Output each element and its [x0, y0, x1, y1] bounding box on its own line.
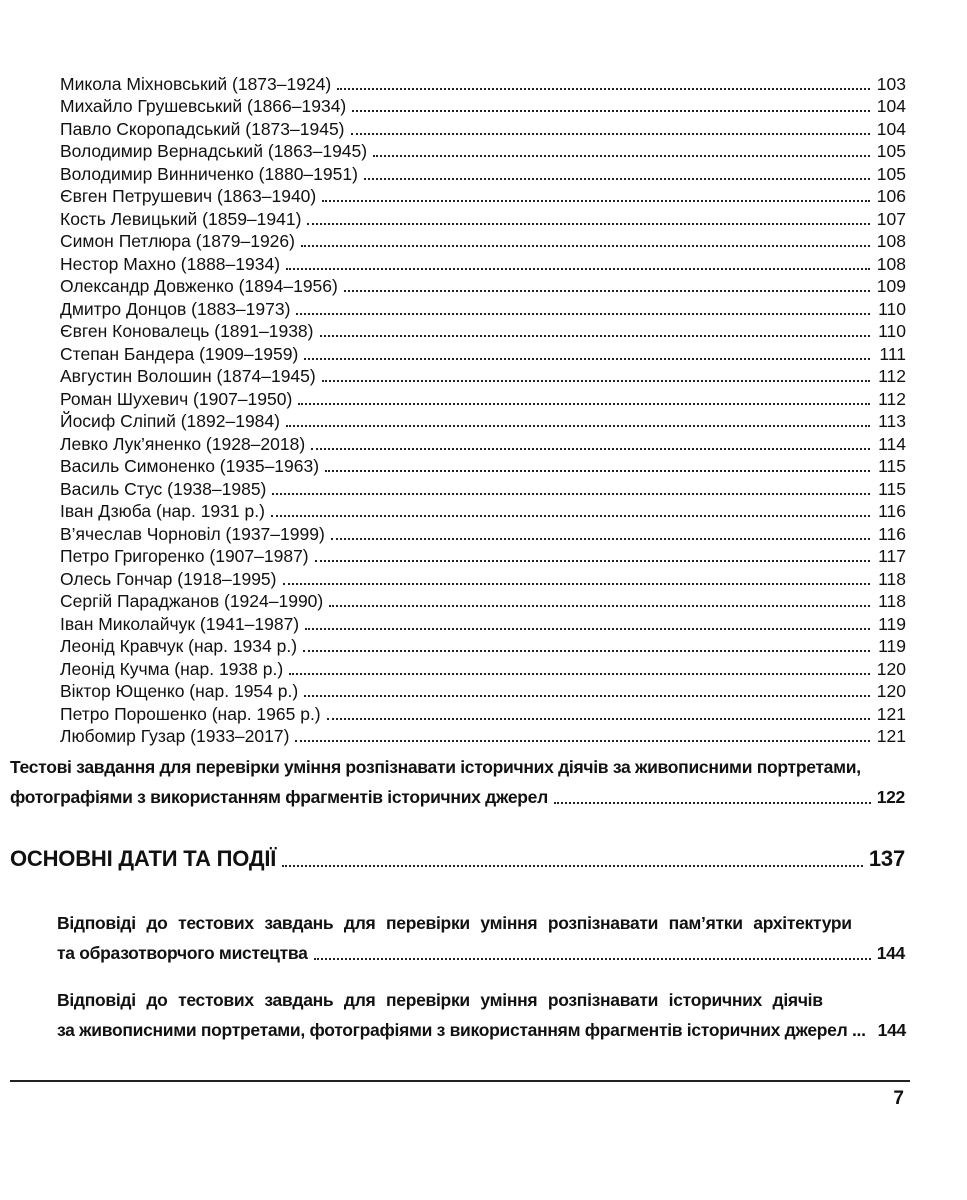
toc-entry-page: 120 [876, 681, 906, 701]
toc-entry-page: 119 [878, 613, 906, 634]
entry-title-line2-row [57, 1015, 905, 1045]
toc-entry-title: Августин Волошин (1874–1945) [60, 366, 316, 386]
dot-leader [298, 403, 870, 405]
toc-answers-figures-entry [57, 985, 905, 1045]
toc-entry-title: Василь Стус (1938–1985) [60, 478, 267, 499]
toc-entry-title: Дмитро Донцов (1883–1973) [60, 298, 291, 319]
toc-entry-page: 111 [879, 343, 906, 364]
toc-entry-title: Степан Бандера (1909–1959) [60, 343, 299, 364]
dot-leader [322, 380, 870, 382]
toc-entry-page: 116 [878, 523, 906, 544]
toc-entry-page: 117 [878, 546, 906, 566]
toc-entry-page: 120 [876, 658, 906, 679]
toc-entry [60, 117, 906, 140]
page-number: 7 [893, 1088, 904, 1109]
entry-title-line1: Тестові завдання для перевірки уміння розпізнавати історичних діячів за живописними портретами, [10, 757, 861, 777]
entry-page: 144 [877, 1020, 906, 1040]
toc-entry-title: Нестор Махно (1888–1934) [60, 253, 281, 274]
toc-entry [60, 702, 906, 725]
entry-title-line2-row [57, 938, 905, 968]
toc-entry [60, 140, 906, 163]
dot-leader [307, 223, 870, 225]
toc-entry-title: Кость Левицький (1859–1941) [60, 208, 302, 229]
dot-leader [314, 958, 871, 960]
toc-entry-title: Сергій Параджанов (1924–1990) [60, 591, 324, 611]
entry-page: 144 [876, 943, 905, 963]
toc-entry [60, 365, 906, 388]
dot-leader [331, 538, 870, 540]
entry-title-line1: Відповіді до тестових завдань для перевірки уміння розпізнавати пам’ятки архітектури [57, 913, 852, 933]
entry-title-line2: фотографіями з використанням фрагментів історичних джерел [10, 787, 548, 807]
dot-leader [305, 628, 870, 630]
dot-leader [351, 133, 870, 135]
dot-leader [320, 335, 871, 337]
dot-leader [272, 493, 870, 495]
toc-entry-title: Симон Петлюра (1879–1926) [60, 231, 295, 251]
toc-entry-page: 109 [876, 276, 906, 296]
dot-leader [373, 155, 870, 157]
toc-entry-page: 107 [876, 208, 906, 229]
toc-entry [60, 567, 906, 590]
toc-entry [60, 72, 906, 95]
toc-entry-page: 103 [876, 73, 906, 94]
footer-rule [10, 1080, 910, 1082]
toc-entry-page: 112 [878, 366, 906, 386]
toc-entry [60, 207, 906, 230]
section-title: ОСНОВНІ ДАТИ ТА ПОДІЇ [10, 846, 277, 871]
entry-title-line2: та образотворчого мистецтва [57, 943, 308, 963]
toc-entry-title: Володимир Винниченко (1880–1951) [60, 163, 358, 184]
toc-list [60, 72, 906, 747]
entry-title-line1: Відповіді до тестових завдань для перевірки уміння розпізнавати історичних діячів [57, 990, 823, 1010]
toc-entry-page: 119 [878, 636, 906, 656]
toc-entry [60, 320, 906, 343]
entry-page: 122 [876, 787, 905, 807]
toc-entry-title: Леонід Кучма (нар. 1938 р.) [60, 658, 284, 679]
toc-entry-title: Олександр Довженко (1894–1956) [60, 276, 338, 296]
dot-leader [296, 313, 870, 315]
dot-leader [325, 470, 870, 472]
toc-entry-title: Петро Порошенко (нар. 1965 р.) [60, 703, 321, 724]
toc-entry [60, 725, 906, 748]
toc-entry-page: 104 [876, 118, 906, 139]
dot-leader [322, 200, 870, 202]
toc-entry [60, 387, 906, 410]
toc-entry [60, 545, 906, 568]
toc-entry [60, 657, 906, 680]
toc-entry-title: Йосиф Сліпий (1892–1984) [60, 411, 280, 431]
toc-entry-page: 115 [878, 478, 906, 499]
toc-entry-title: Леонід Кравчук (нар. 1934 р.) [60, 636, 298, 656]
toc-entry-page: 113 [878, 411, 906, 431]
dot-leader [352, 110, 870, 112]
toc-entry [60, 275, 906, 298]
toc-entry [60, 230, 906, 253]
dot-leader [304, 358, 870, 360]
dot-leader [344, 290, 870, 292]
dot-leader [286, 425, 870, 427]
toc-entry [60, 612, 906, 635]
toc-entry [60, 162, 906, 185]
section-page: 137 [868, 846, 905, 871]
toc-entry-page: 115 [878, 456, 906, 476]
toc-entry [60, 410, 906, 433]
toc-entry [60, 185, 906, 208]
toc-entry-page: 110 [878, 321, 906, 341]
toc-entry-page: 114 [878, 433, 906, 454]
dot-leader [271, 515, 870, 517]
toc-entry-page: 112 [878, 388, 906, 409]
toc-entry-page: 116 [878, 501, 906, 521]
dot-leader [301, 245, 870, 247]
dot-leader [315, 560, 870, 562]
toc-entry [60, 297, 906, 320]
toc-entry [60, 590, 906, 613]
toc-entry-page: 105 [876, 141, 906, 161]
entry-title-line2-row [10, 782, 905, 812]
dot-leader [295, 740, 870, 742]
toc-entry-title: Віктор Ющенко (нар. 1954 р.) [60, 681, 299, 701]
dot-leader [303, 650, 870, 652]
toc-entry [60, 252, 906, 275]
toc-entry-page: 118 [878, 568, 906, 589]
toc-entry-title: Василь Симоненко (1935–1963) [60, 456, 320, 476]
toc-answers-architecture-entry [57, 908, 905, 968]
toc-entry-title: Петро Григоренко (1907–1987) [60, 546, 309, 566]
toc-entry [60, 680, 906, 703]
dot-leader [337, 88, 870, 90]
toc-entry-title: В’ячеслав Чорновіл (1937–1999) [60, 523, 325, 544]
toc-entry-page: 110 [878, 298, 906, 319]
dot-leader [554, 802, 871, 804]
toc-entry-title: Левко Лук’яненко (1928–2018) [60, 433, 306, 454]
dot-leader [327, 718, 870, 720]
toc-entry-page: 121 [876, 726, 906, 746]
toc-entry-title: Микола Міхновський (1873–1924) [60, 73, 332, 94]
dot-leader [289, 673, 870, 675]
toc-entry-page: 104 [876, 96, 906, 116]
toc-entry-page: 105 [876, 163, 906, 184]
toc-entry [60, 432, 906, 455]
dot-leader [286, 268, 870, 270]
toc-entry [60, 342, 906, 365]
toc-entry-page: 121 [876, 703, 906, 724]
dot-leader [364, 178, 870, 180]
toc-tests-figures-entry [10, 752, 905, 812]
toc-entry-title: Іван Миколайчук (1941–1987) [60, 613, 300, 634]
toc-entry-title: Володимир Вернадський (1863–1945) [60, 141, 368, 161]
dot-leader [283, 583, 871, 585]
toc-entry [60, 500, 906, 523]
toc-entry-title: Євген Коновалець (1891–1938) [60, 321, 314, 341]
toc-entry [60, 455, 906, 478]
toc-entry [60, 477, 906, 500]
toc-entry-title: Роман Шухевич (1907–1950) [60, 388, 293, 409]
toc-entry [60, 635, 906, 658]
toc-entry-page: 118 [878, 591, 906, 611]
toc-entry-title: Євген Петрушевич (1863–1940) [60, 186, 317, 206]
dot-leader [282, 865, 863, 867]
toc-entry-title: Михайло Грушевський (1866–1934) [60, 96, 347, 116]
dot-leader [329, 605, 870, 607]
dot-leader [311, 448, 870, 450]
toc-entry [60, 95, 906, 118]
toc-entry-page: 106 [876, 186, 906, 206]
toc-entry-title: Павло Скоропадський (1873–1945) [60, 118, 345, 139]
toc-entry-title: Іван Дзюба (нар. 1931 р.) [60, 501, 265, 521]
dot-leader [304, 695, 870, 697]
toc-entry-title: Олесь Гончар (1918–1995) [60, 568, 277, 589]
toc-entry-title: Любомир Гузар (1933–2017) [60, 726, 290, 746]
toc-section-key-dates [10, 842, 905, 876]
toc-entry [60, 522, 906, 545]
toc-entry-page: 108 [876, 253, 906, 274]
toc-entry-page: 108 [876, 231, 906, 251]
entry-title-line2: за живописними портретами, фотографіями з використанням фрагментів історичних джерел ... [57, 1020, 866, 1040]
